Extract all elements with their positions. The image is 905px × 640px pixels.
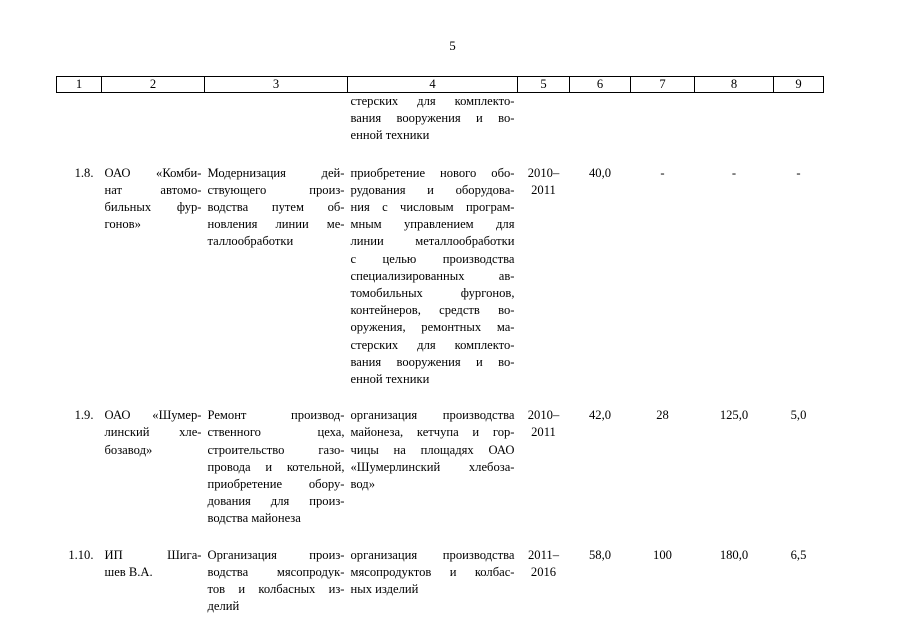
organization-cell xyxy=(102,407,205,527)
text-line: тов и колбасных из- xyxy=(207,582,345,597)
text-line: вания вооружения и во- xyxy=(350,111,515,126)
text-line: гонов» xyxy=(104,217,141,232)
organization-cell xyxy=(102,165,205,389)
text-line: енной техники xyxy=(350,372,430,387)
table-row xyxy=(57,547,824,616)
row-number: 1.9. xyxy=(74,408,94,423)
column-header: 7 xyxy=(631,77,695,93)
value-cell: - xyxy=(731,165,737,180)
text-line: чицы на площадях ОАО xyxy=(350,442,515,457)
text-line: ствующего произ- xyxy=(207,182,345,197)
text-line: контейнеров, средств во- xyxy=(350,303,515,318)
text-line: 2011 xyxy=(531,425,556,440)
text-line: мным управлением для xyxy=(350,217,515,232)
text-line: 2011 xyxy=(531,182,556,197)
text-line: водства путем об- xyxy=(207,200,345,215)
text-line: новления линии ме- xyxy=(207,217,345,232)
row-number: 1.10. xyxy=(68,547,94,562)
text-line: таллообработки xyxy=(207,234,294,249)
text-line: ния с числовым програм- xyxy=(350,200,515,215)
text-line: строительство газо- xyxy=(207,442,345,457)
value-cell: 40,0 xyxy=(588,165,612,180)
text-line: 2010– xyxy=(527,165,560,180)
text-line: «Шумерлинский хлебоза- xyxy=(350,459,515,474)
text-line: приобретение обору- xyxy=(207,477,345,492)
text-line: оружения, ремонтных ма- xyxy=(350,320,515,335)
column-header: 4 xyxy=(348,77,518,93)
text-line: Ремонт производ- xyxy=(207,408,345,423)
text-line: ных изделий xyxy=(350,582,419,597)
text-line: вания вооружения и во- xyxy=(350,354,515,369)
text-line: линский хле- xyxy=(104,425,202,440)
text-line: вод» xyxy=(350,477,375,492)
column-header: 1 xyxy=(57,77,102,93)
text-line: 2016 xyxy=(530,564,557,579)
text-line: ОАО «Шумер- xyxy=(104,408,202,423)
column-header: 3 xyxy=(205,77,348,93)
text-line: провода и котельной, xyxy=(207,459,345,474)
purpose-cell xyxy=(348,165,518,389)
text-line: специализированных ав- xyxy=(350,268,515,283)
row-number: 1.8. xyxy=(74,165,94,180)
text-line: бильных фур- xyxy=(104,200,202,215)
column-header: 6 xyxy=(570,77,631,93)
value-cell: 100 xyxy=(653,547,672,562)
project-cell xyxy=(205,547,348,616)
table-header xyxy=(57,77,824,93)
text-line: водства майонеза xyxy=(207,511,301,526)
text-line: организация производства xyxy=(350,547,515,562)
text-line: мясопродуктов и колбас- xyxy=(350,564,515,579)
text-line: 2011– xyxy=(527,547,560,562)
text-line: линии металлообработки xyxy=(350,234,515,249)
value-cell: - xyxy=(660,165,665,180)
project-cell xyxy=(205,407,348,527)
text-line: нат автомо- xyxy=(104,182,202,197)
table-row xyxy=(57,407,824,527)
text-line: 2010– xyxy=(527,408,560,423)
purpose-cell xyxy=(348,93,518,145)
page-number: 5 xyxy=(449,38,456,53)
value-cell: 42,0 xyxy=(588,408,612,423)
text-line: с целью производства xyxy=(350,251,515,266)
text-line: ОАО «Комби- xyxy=(104,165,202,180)
period-cell xyxy=(518,165,570,389)
table-row-continuation xyxy=(57,93,824,145)
text-line: стерских для комплекто- xyxy=(350,337,515,352)
text-line: Организация произ- xyxy=(207,547,345,562)
text-line: рудования и оборудова- xyxy=(350,182,515,197)
text-line: ственного цеха, xyxy=(207,425,345,440)
period-cell xyxy=(518,407,570,527)
text-line: шев В.А. xyxy=(104,564,153,579)
value-cell: 28 xyxy=(656,408,669,423)
project-cell xyxy=(205,165,348,389)
text-line: водства мясопродук- xyxy=(207,564,345,579)
value-cell: 58,0 xyxy=(588,547,612,562)
purpose-cell xyxy=(348,407,518,527)
value-cell: - xyxy=(796,165,801,180)
text-line: томобильных фургонов, xyxy=(350,286,515,301)
organization-cell xyxy=(102,547,205,616)
column-header: 5 xyxy=(518,77,570,93)
value-cell: 6,5 xyxy=(790,547,807,562)
text-line: ИП Шига- xyxy=(104,547,202,562)
value-cell: 5,0 xyxy=(790,408,807,423)
data-table xyxy=(56,76,824,615)
text-line: бозавод» xyxy=(104,442,153,457)
text-line: стерских для комплекто- xyxy=(350,94,515,108)
column-header: 2 xyxy=(102,77,205,93)
purpose-cell xyxy=(348,547,518,616)
column-header: 8 xyxy=(695,77,774,93)
value-cell: 180,0 xyxy=(719,547,749,562)
text-line: Модернизация дей- xyxy=(207,165,345,180)
text-line: енной техники xyxy=(350,128,430,143)
period-cell xyxy=(518,547,570,616)
column-header: 9 xyxy=(774,77,824,93)
table-row xyxy=(57,165,824,389)
text-line: приобретение нового обо- xyxy=(350,165,515,180)
text-line: делий xyxy=(207,599,240,614)
text-line: дования для произ- xyxy=(207,494,345,509)
text-line: майонеза, кетчупа и гор- xyxy=(350,425,515,440)
value-cell: 125,0 xyxy=(719,408,749,423)
text-line: организация производства xyxy=(350,408,515,423)
